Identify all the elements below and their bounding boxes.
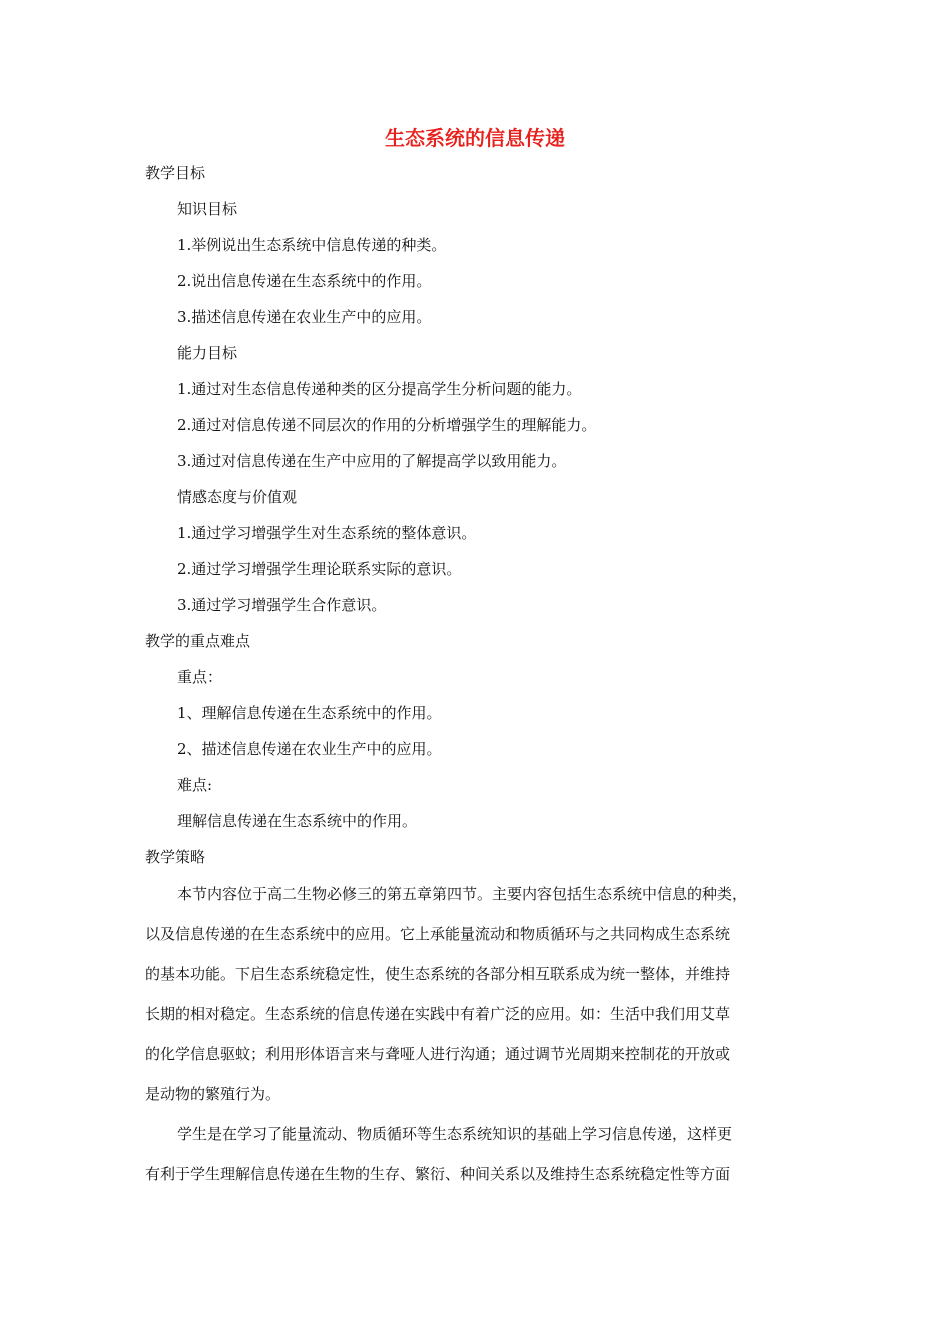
paragraph-line: 本节内容位于高二生物必修三的第五章第四节。主要内容包括生态系统中信息的种类， — [177, 885, 748, 903]
paragraph-line: 是动物的繁殖行为。 — [145, 1085, 281, 1103]
difficult-point: 理解信息传递在生态系统中的作用。 — [177, 812, 418, 830]
difficult-points-heading: 难点: — [177, 776, 213, 794]
knowledge-objective-3: 3.描述信息传递在农业生产中的应用。 — [177, 308, 432, 326]
paragraph-line: 以及信息传递的在生态系统中的应用。它上承能量流动和物质循环与之共同构成生态系统 — [145, 925, 731, 943]
paragraph-line: 学生是在学习了能量流动、物质循环等生态系统知识的基础上学习信息传递，这样更 — [177, 1125, 733, 1143]
section-heading-strategy: 教学策略 — [145, 848, 206, 866]
emotion-objective-3: 3.通过学习增强学生合作意识。 — [177, 596, 387, 614]
ability-objective-2: 2.通过对信息传递不同层次的作用的分析增强学生的理解能力。 — [177, 416, 597, 434]
key-point-1: 1、理解信息传递在生态系统中的作用。 — [177, 704, 442, 722]
knowledge-objectives-heading: 知识目标 — [177, 200, 238, 218]
document-title: 生态系统的信息传递 — [385, 126, 565, 150]
section-heading-objectives: 教学目标 — [145, 164, 206, 182]
knowledge-objective-2: 2.说出信息传递在生态系统中的作用。 — [177, 272, 432, 290]
emotion-objective-2: 2.通过学习增强学生理论联系实际的意识。 — [177, 560, 462, 578]
ability-objectives-heading: 能力目标 — [177, 344, 238, 362]
paragraph-line: 有利于学生理解信息传递在生物的生存、繁衍、种间关系以及维持生态系统稳定性等方面 — [145, 1165, 731, 1183]
paragraph-line: 的基本功能。下启生态系统稳定性，使生态系统的各部分相互联系成为统一整体，并维持 — [145, 965, 731, 983]
key-points-heading: 重点： — [177, 668, 223, 686]
paragraph-line: 长期的相对稳定。生态系统的信息传递在实践中有着广泛的应用。如：生活中我们用艾草 — [145, 1005, 731, 1023]
ability-objective-3: 3.通过对信息传递在生产中应用的了解提高学以致用能力。 — [177, 452, 567, 470]
ability-objective-1: 1.通过对生态信息传递种类的区分提高学生分析问题的能力。 — [177, 380, 582, 398]
knowledge-objective-1: 1.举例说出生态系统中信息传递的种类。 — [177, 236, 447, 254]
emotion-objectives-heading: 情感态度与价值观 — [177, 488, 298, 506]
section-heading-key-points: 教学的重点难点 — [145, 632, 251, 650]
key-point-2: 2、描述信息传递在农业生产中的应用。 — [177, 740, 442, 758]
paragraph-line: 的化学信息驱蚊；利用形体语言来与聋哑人进行沟通；通过调节光周期来控制花的开放或 — [145, 1045, 731, 1063]
emotion-objective-1: 1.通过学习增强学生对生态系统的整体意识。 — [177, 524, 477, 542]
